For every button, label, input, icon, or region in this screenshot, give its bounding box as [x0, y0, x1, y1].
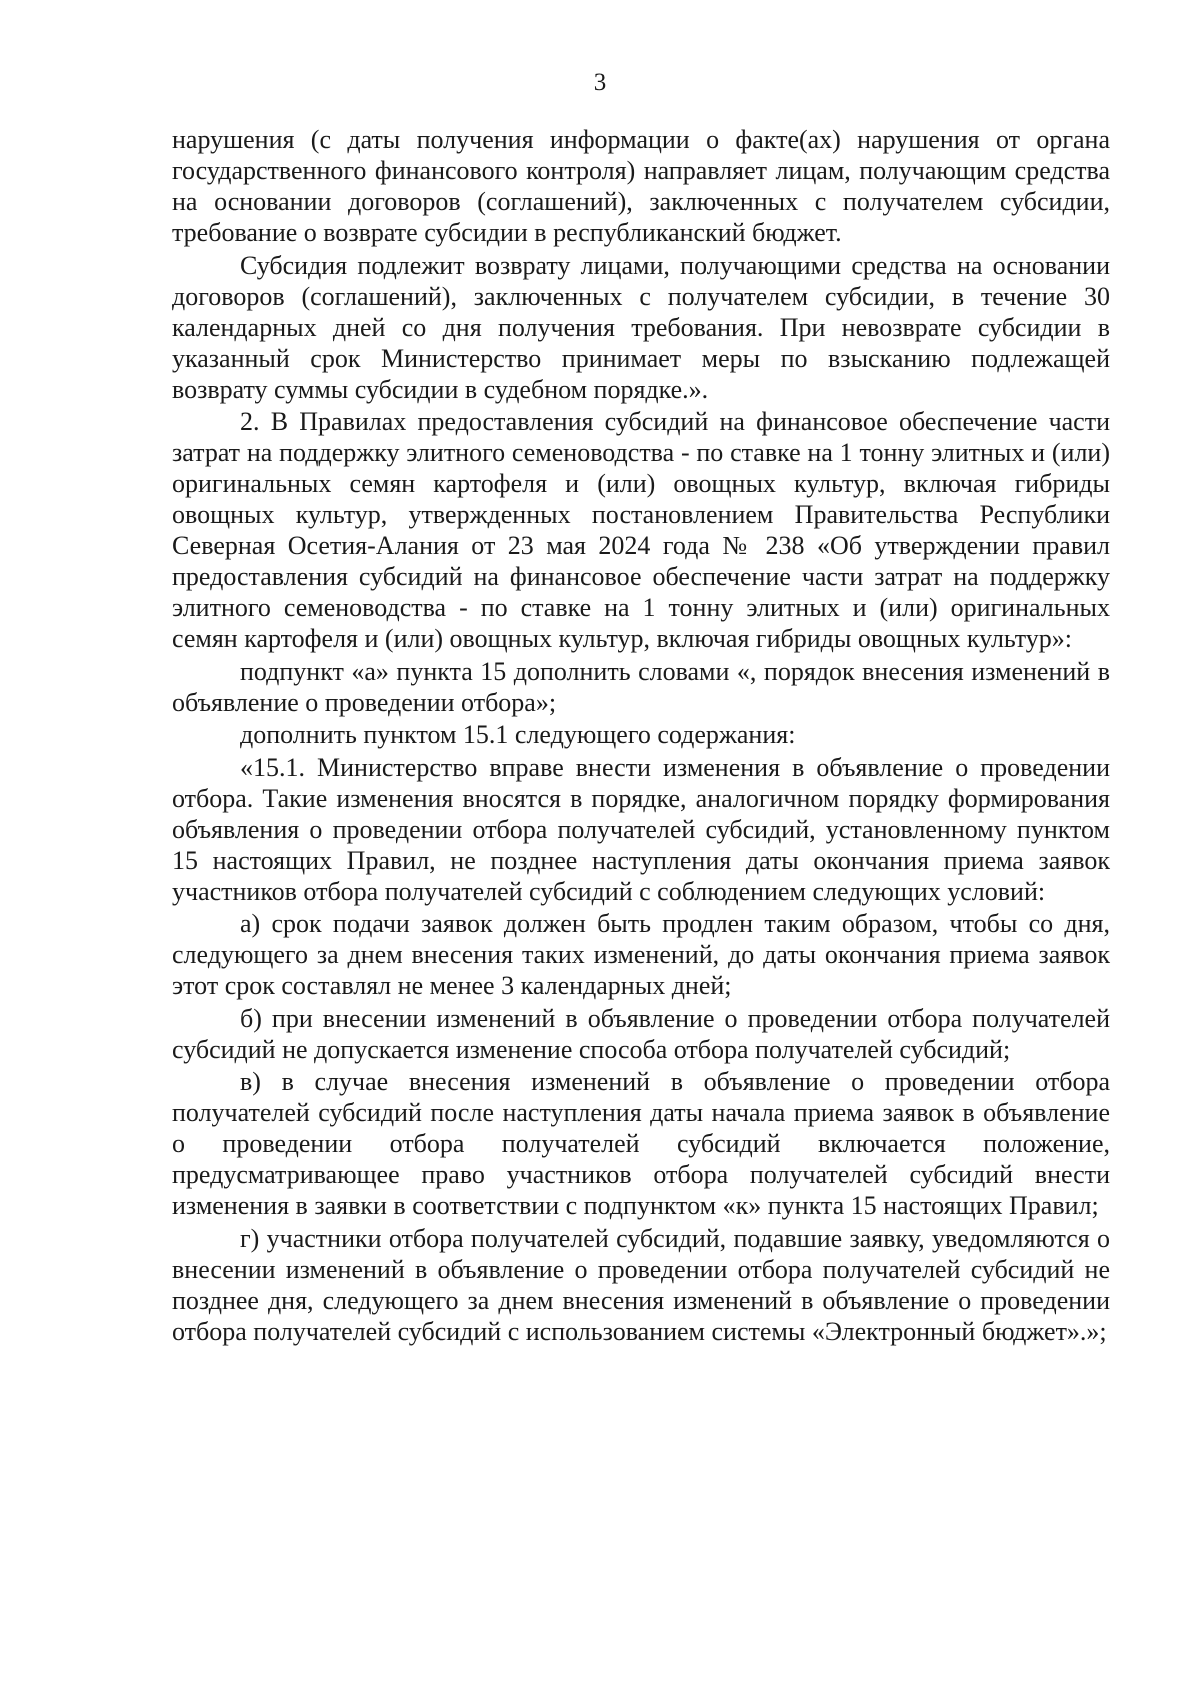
paragraph-subitem-a-amendment: подпункт «а» пункта 15 дополнить словами «, порядок внесения изменений в объявление о проведении отбора»; [172, 656, 1110, 717]
document-body [172, 124, 1110, 1348]
paragraph-15-1: «15.1. Министерство вправе внести изменения в объявление о проведении отбора. Такие изменения вносятся в порядке, аналогичном порядку формирования объявления о проведении отбора получателей субсидий, установленному пунктом 15 настоящих Правил, не позднее наступления даты окончания приема заявок участников отбора получателей субсидий с соблюдением следующих условий: [172, 752, 1110, 906]
paragraph-condition-v: в) в случае внесения изменений в объявление о проведении отбора получателей субсидий после наступления даты начала приема заявок в объявление о проведении отбора получателей субсидий включается положение, предусматривающее право участников отбора получателей субсидий внести изменения в заявки в соответствии с подпунктом «к» пункта 15 настоящих Правил; [172, 1067, 1110, 1220]
paragraph-subsidy-refund: Субсидия подлежит возврату лицами, получающими средства на основании договоров (соглашений), заключенных с получателем субсидии, в течение 30 календарных дней со дня получения требования. При невозврате субсидии в указанный срок Министерство принимает меры по взысканию подлежащей возврату суммы субсидии в судебном порядке.». [172, 250, 1110, 404]
paragraph-violation-continuation: нарушения (с даты получения информации о факте(ах) нарушения от органа государственного финансового контроля) направляет лицам, получающим средства на основании договоров (соглашений), заключенных с получателем субсидии, требование о возврате субсидии в республиканский бюджет. [172, 125, 1110, 247]
paragraph-item-2: 2. В Правилах предоставления субсидий на финансовое обеспечение части затрат на поддержку элитного семеноводства - по ставке на 1 тонну элитных и (или) оригинальных семян картофеля и (или) овощных культур, включая гибриды овощных культур, утвержденных постановлением Правительства Республики Северная Осетия-Алания от 23 мая 2024 года № 238 «Об утверждении правил предоставления субсидий на финансовое обеспечение части затрат на поддержку элитного семеноводства - по ставке на 1 тонну элитных и (или) оригинальных семян картофеля и (или) овощных культур, включая гибриды овощных культур»: [172, 407, 1110, 653]
paragraph-condition-b: б) при внесении изменений в объявление о проведении отбора получателей субсидий не допускается изменение способа отбора получателей субсидий; [172, 1003, 1110, 1064]
paragraph-condition-a: а) срок подачи заявок должен быть продлен таким образом, чтобы со дня, следующего за днем внесения таких изменений, до даты окончания приема заявок этот срок составлял не менее 3 календарных дней; [172, 909, 1110, 1000]
page-number: 3 [593, 69, 607, 96]
paragraph-condition-g: г) участники отбора получателей субсидий, подавшие заявку, уведомляются о внесении изменений в объявление о проведении отбора получателей субсидий не позднее дня, следующего за днем внесения изменений в объявление о проведении отбора получателей субсидий с использованием системы «Электронный бюджет».»; [172, 1223, 1110, 1346]
paragraph-add-15-1: дополнить пунктом 15.1 следующего содержания: [240, 720, 796, 749]
